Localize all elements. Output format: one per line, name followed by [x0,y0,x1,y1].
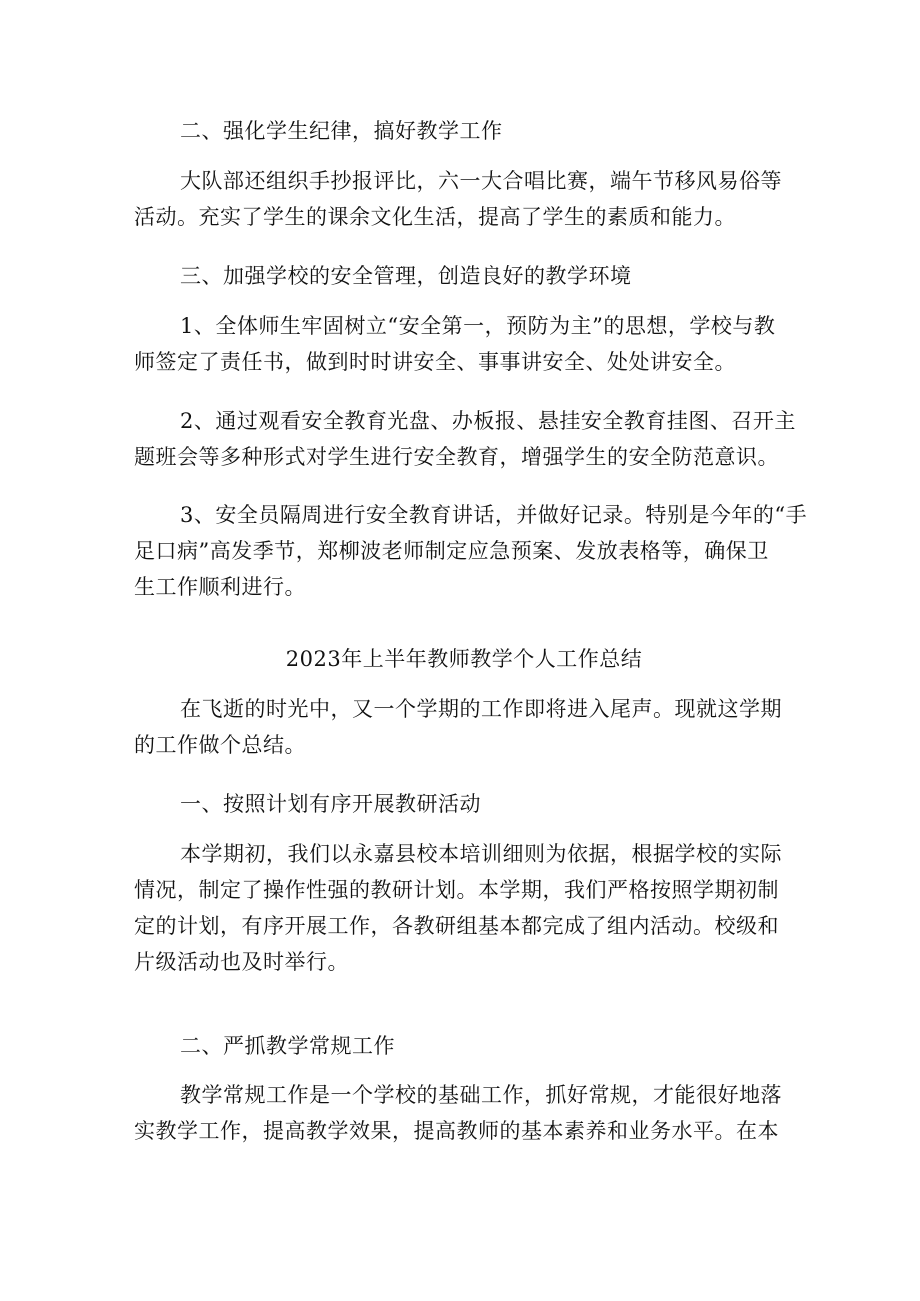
section-heading-routine [134,1028,794,1064]
document-title [134,641,794,677]
text-line: 二、严抓教学常规工作 [180,1034,395,1058]
text-line: 实教学工作，提高教学效果，提高教师的基本素养和业务水平。在本 [134,1119,779,1143]
paragraph-activities [134,163,794,235]
section-heading-discipline [134,113,794,149]
text-line: 本学期初，我们以永嘉县校本培训细则为依据，根据学校的实际 [180,842,782,866]
paragraph-intro [134,691,794,763]
text-line: 大队部还组织手抄报评比，六一大合唱比赛，端午节移风易俗等 [180,169,782,193]
paragraph-research [134,836,794,980]
text-line: 3、安全员隔周进行安全教育讲话，并做好记录。特别是今年的“手 [180,503,808,527]
section-heading-safety [134,258,794,294]
paragraph-safety-2 [134,403,794,475]
text-line: 教学常规工作是一个学校的基础工作，抓好常规，才能很好地落 [180,1083,782,1107]
text-line: 片级活动也及时举行。 [134,950,349,974]
text-line: 师签定了责任书，做到时时讲安全、事事讲安全、处处讲安全。 [134,350,736,374]
paragraph-safety-3 [134,497,808,605]
text-line: 题班会等多种形式对学生进行安全教育，增强学生的安全防范意识。 [134,445,779,469]
text-line: 三、加强学校的安全管理，创造良好的教学环境 [180,264,632,288]
text-line: 情况，制定了操作性强的教研计划。本学期，我们严格按照学期初制 [134,878,779,902]
text-line: 的工作做个总结。 [134,733,306,757]
text-line: 2、通过观看安全教育光盘、办板报、悬挂安全教育挂图、召开主 [180,409,796,433]
text-line: 生工作顺利进行。 [134,575,306,599]
text-line: 2023年上半年教师教学个人工作总结 [285,647,643,671]
text-line: 定的计划，有序开展工作，各教研组基本都完成了组内活动。校级和 [134,914,779,938]
text-line: 一、按照计划有序开展教研活动 [180,792,481,816]
text-line: 二、强化学生纪律，搞好教学工作 [180,119,503,143]
paragraph-routine [134,1077,794,1149]
text-line: 足口病”高发季节，郑柳波老师制定应急预案、发放表格等，确保卫 [134,539,769,563]
text-line: 活动。充实了学生的课余文化生活，提高了学生的素质和能力。 [134,205,736,229]
section-heading-research [134,786,794,822]
paragraph-safety-1 [134,308,794,380]
text-line: 1、全体师生牢固树立“安全第一，预防为主”的思想，学校与教 [180,314,776,338]
text-line: 在飞逝的时光中，又一个学期的工作即将进入尾声。现就这学期 [180,697,782,721]
